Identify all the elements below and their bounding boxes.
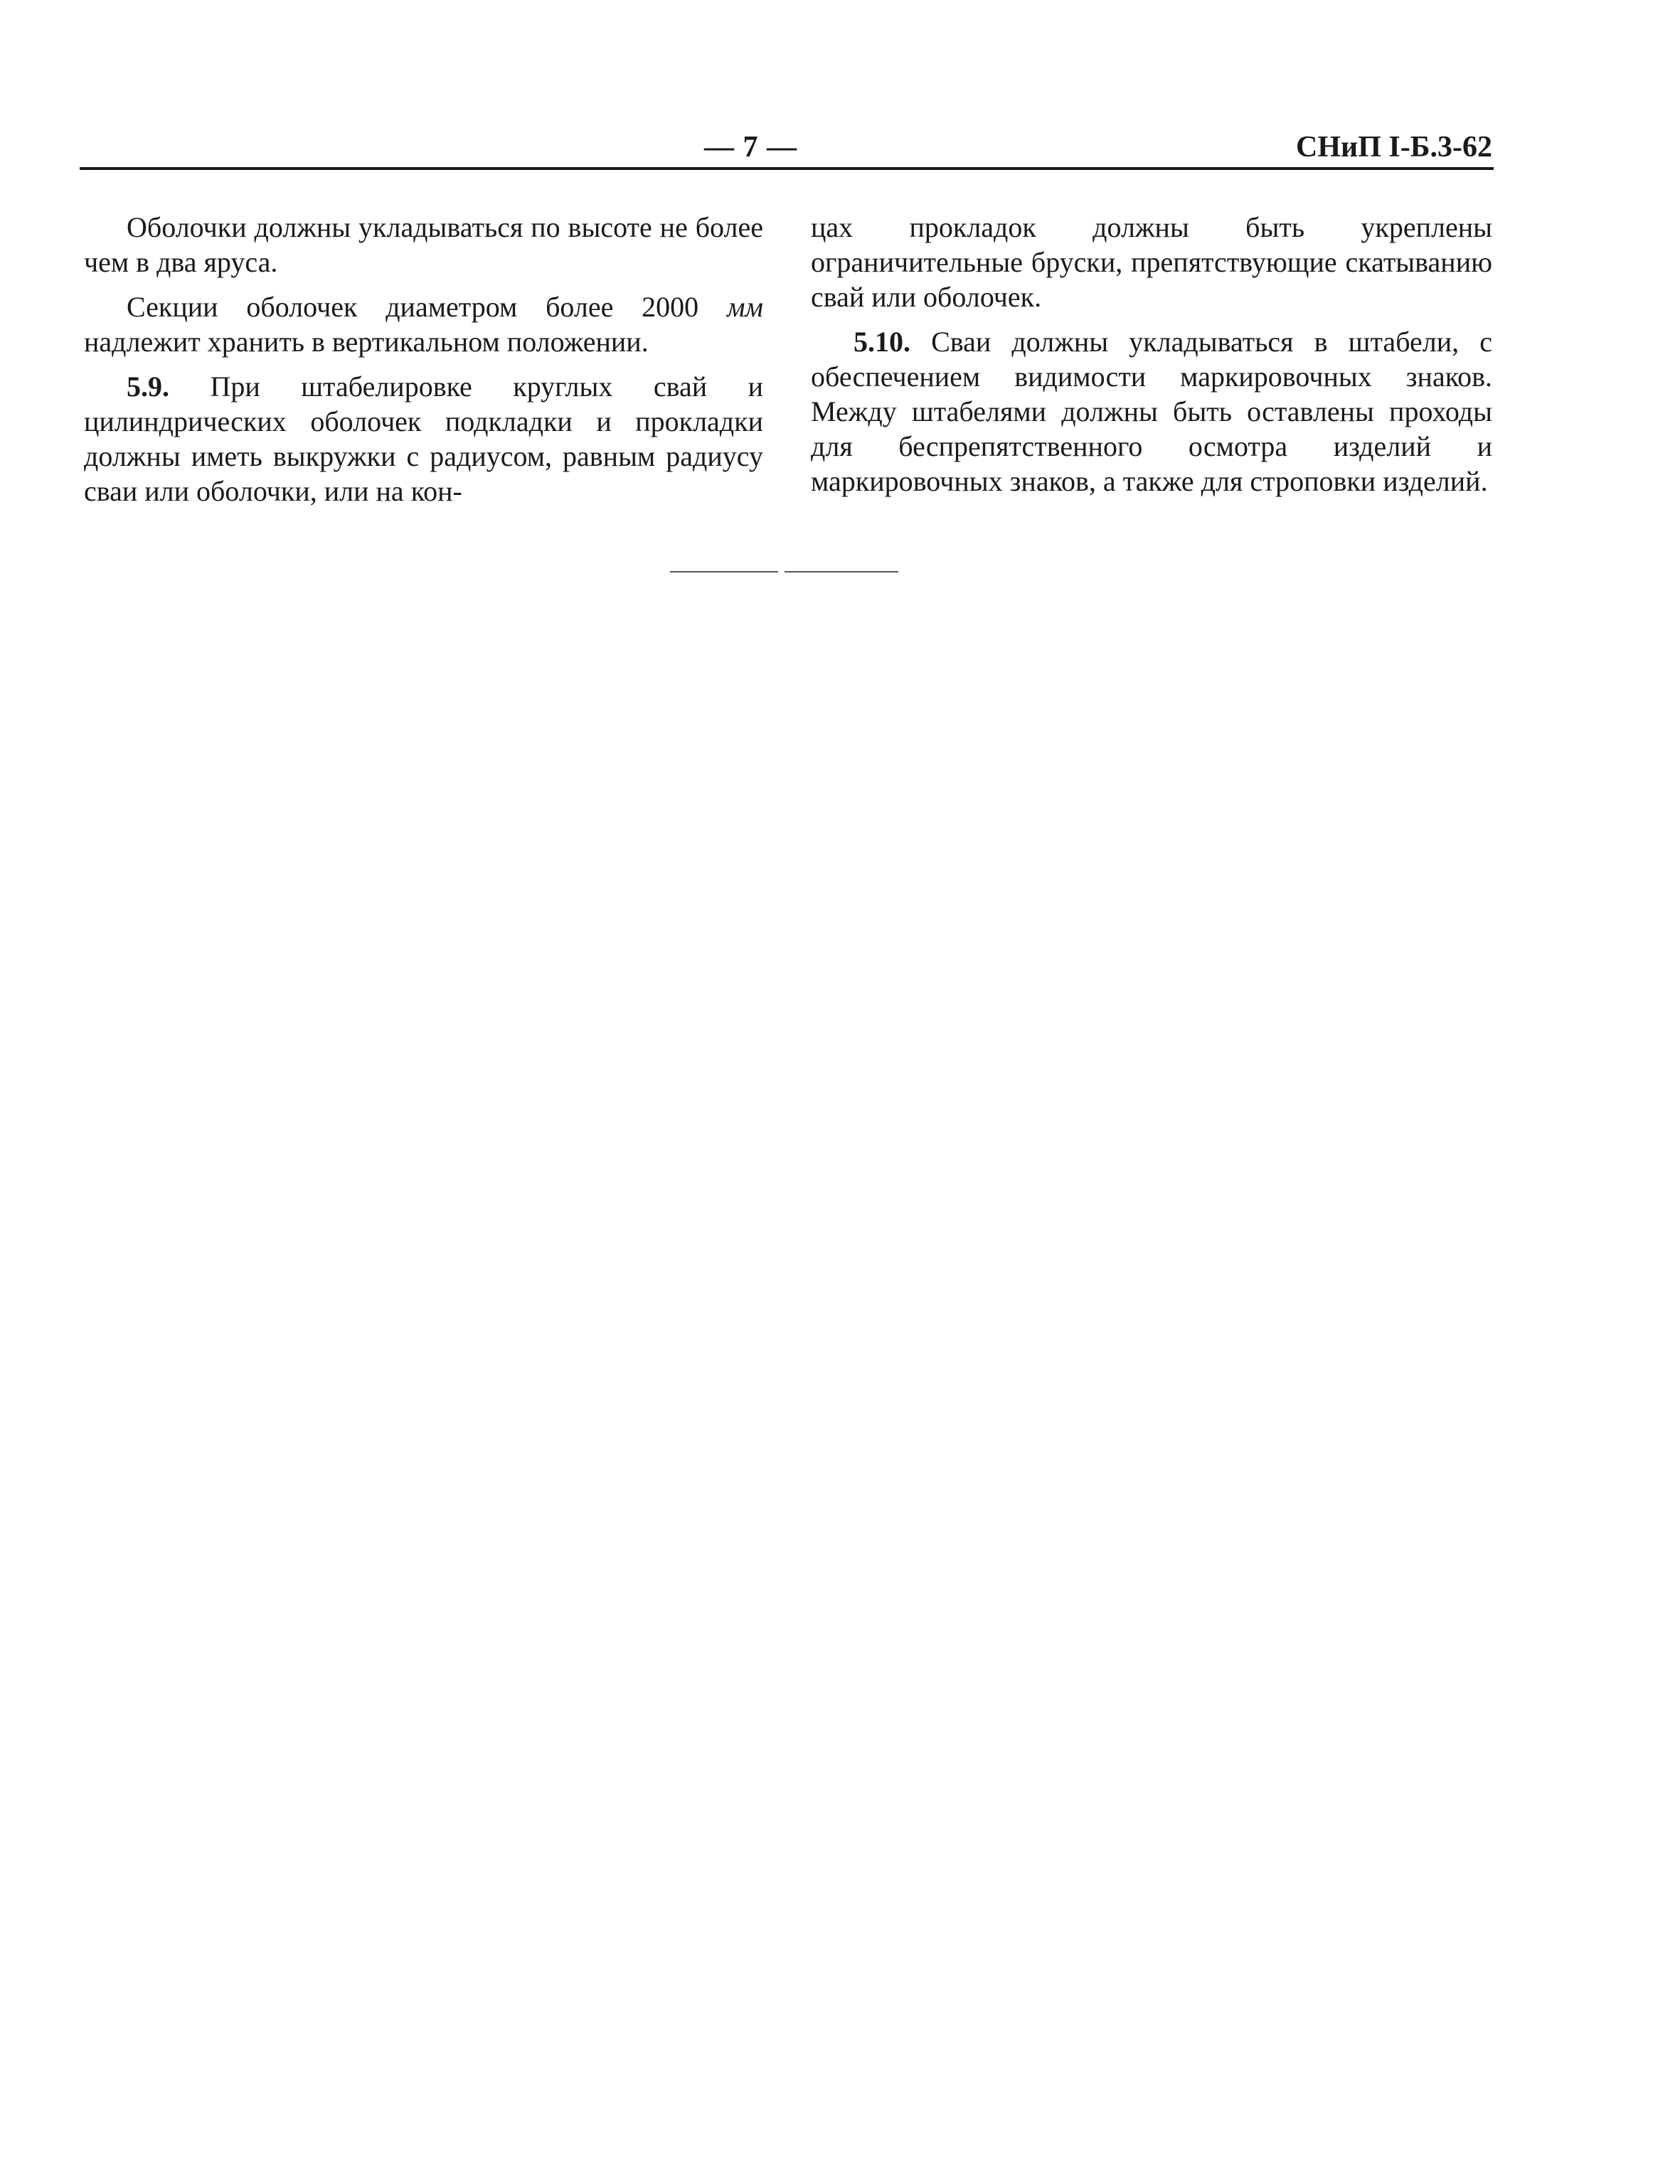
paragraph-continuation: цах прокладок должны быть укреплены ограничительные бруски, препятствующие скатыванию свай или оболочек. (811, 211, 1492, 313)
page-number: — 7 — (704, 131, 797, 164)
clause-text-5-9: При штабелировке круглых свай и цилиндрических оболочек подкладки и прокладки должны иметь выкружки с радиусом, равным радиусу сваи или оболочки, или на кон- (84, 371, 764, 507)
right-column (811, 210, 1492, 508)
paragraph-shells-stacking: Оболочки должны укладываться по высоте не более чем в два яруса. (84, 211, 763, 278)
paragraph-5-9 (84, 369, 763, 508)
left-column (84, 210, 763, 518)
end-rule-right (785, 571, 898, 572)
header-rule (80, 167, 1494, 170)
paragraph-shell-sections-text: Секции оболочек диаметром более 2000 (127, 291, 699, 323)
paragraph-5-10 (811, 324, 1492, 499)
document-code: СНиП I-Б.3-62 (1296, 131, 1492, 164)
end-rule-left (670, 571, 778, 572)
unit-mm: мм (726, 291, 763, 323)
clause-number-5-10: 5.10. (854, 326, 910, 358)
paragraph-shell-sections-tail: надлежит хранить в вертикальном положении. (84, 326, 649, 358)
clause-text-5-10: Сваи должны укладываться в штабели, с обеспечением видимости маркировочных знаков. Между штабелями должны быть оставлены проходы для беспрепятственного осмотра изделий и маркировочных знаков, а также для строповки изделий. (811, 326, 1492, 497)
paragraph-shell-sections (84, 289, 763, 359)
clause-number-5-9: 5.9. (127, 371, 169, 403)
